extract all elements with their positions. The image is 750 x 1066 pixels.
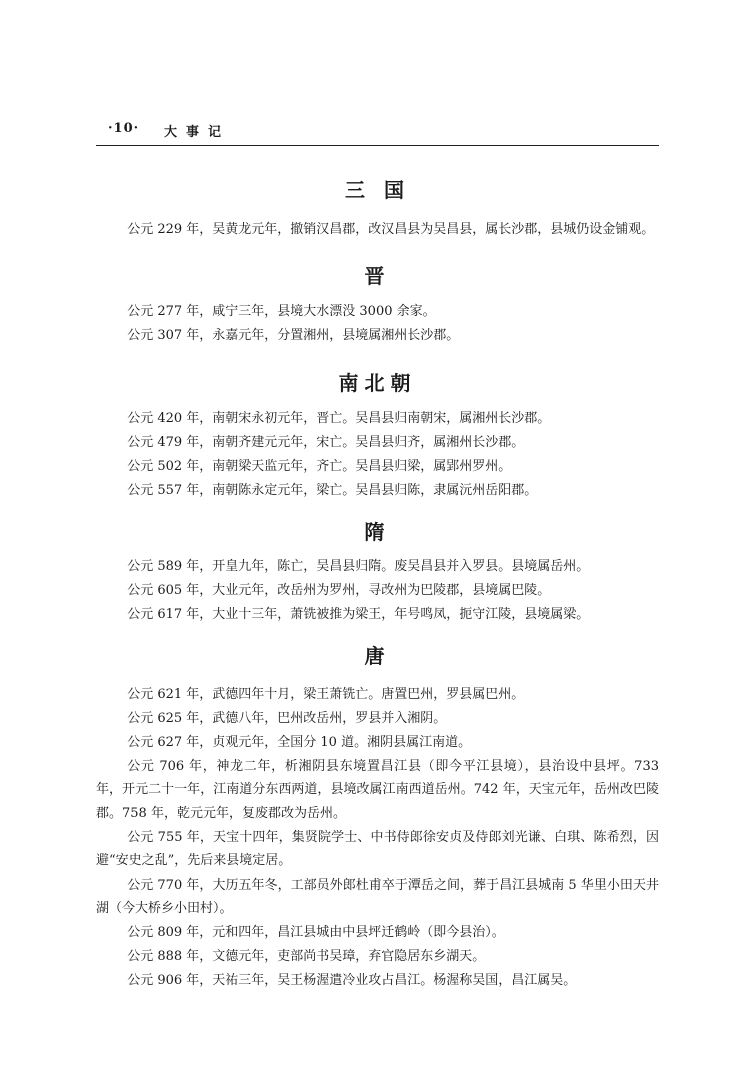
entry: 公元 277 年，咸宁三年，县境大水漂没 3000 余家。: [127, 304, 436, 319]
entry: 公元 229 年，吴黄龙元年，撤销汉昌郡，改汉昌县为吴昌县，属长沙郡，县城仍设金铺观。: [127, 222, 655, 237]
entry: 公元 627 年，贞观元年，全国分 10 道。湘阴县属江南道。: [127, 735, 472, 750]
running-title: 大事记: [164, 125, 231, 140]
section-title-sanguo: 三 国: [345, 178, 410, 202]
entry: 公元 502 年，南朝梁天监元年，齐亡。吴昌县归梁，属郢州罗州。: [127, 459, 512, 474]
entry: 公元 770 年，大历五年冬，工部员外郎杜甫卒于潭岳之间，葬于昌江县城南 5 华里小田天井湖（今大桥乡小田村）。: [96, 878, 659, 917]
entry: 公元 809 年，元和四年，昌江县城由中县坪迁鹤岭（即今县治）。: [127, 925, 505, 940]
entry: 公元 755 年，天宝十四年，集贤院学士、中书侍郎徐安贞及侍郎刘光谦、白琪、陈希烈，因避“安史之乱”，先后来县境定居。: [96, 830, 659, 869]
entry: 公元 420 年，南朝宋永初元年，晋亡。吴昌县归南朝宋，属湘州长沙郡。: [127, 411, 551, 426]
entry: 公元 479 年，南朝齐建元元年，宋亡。吴昌县归齐，属湘州长沙郡。: [127, 435, 525, 450]
section-title-jin: 晋: [364, 264, 391, 288]
page-number: ·10·: [108, 121, 140, 136]
running-header: [108, 121, 668, 143]
entry: 公元 307 年，永嘉元年，分置湘州，县境属湘州长沙郡。: [127, 328, 460, 343]
entry: 公元 605 年，大业元年，改岳州为罗州，寻改州为巴陵郡，县境属巴陵。: [127, 583, 551, 598]
header-rule: [96, 145, 659, 146]
entry: 公元 557 年，南朝陈永定元年，梁亡。吴昌县归陈，隶属沅州岳阳郡。: [127, 483, 538, 498]
entry: 公元 625 年，武德八年，巴州改岳州，罗县并入湘阴。: [127, 711, 447, 726]
entry: 公元 589 年，开皇九年，陈亡，吴昌县归隋。废吴昌县并入罗县。县境属岳州。: [127, 559, 590, 574]
entry: 公元 906 年，天祐三年，吴王杨渥遣冷业攻占昌江。杨渥称吴国，昌江属吴。: [127, 973, 577, 988]
section-title-sui: 隋: [364, 520, 391, 544]
entry: 公元 706 年，神龙二年，析湘阴县东境置昌江县（即今平江县境），县治设中县坪。733 年，开元二十一年，江南道分东西两道，县境改属江南西道岳州。742 年，天宝元年，岳州改巴陵郡。758 年，乾元元年，复废郡改为岳州。: [96, 759, 659, 821]
section-title-tang: 唐: [364, 644, 391, 668]
entry: 公元 888 年，文德元年，吏部尚书吴璋，弃官隐居东乡湖天。: [127, 949, 486, 964]
entry: 公元 621 年，武德四年十月，梁王萧铣亡。唐置巴州，罗县属巴州。: [127, 687, 525, 702]
entry: 公元 617 年，大业十三年，萧铣被推为梁王，年号鸣凤，扼守江陵，县境属梁。: [127, 607, 590, 622]
section-title-nanbeichao: 南北朝: [338, 371, 417, 395]
